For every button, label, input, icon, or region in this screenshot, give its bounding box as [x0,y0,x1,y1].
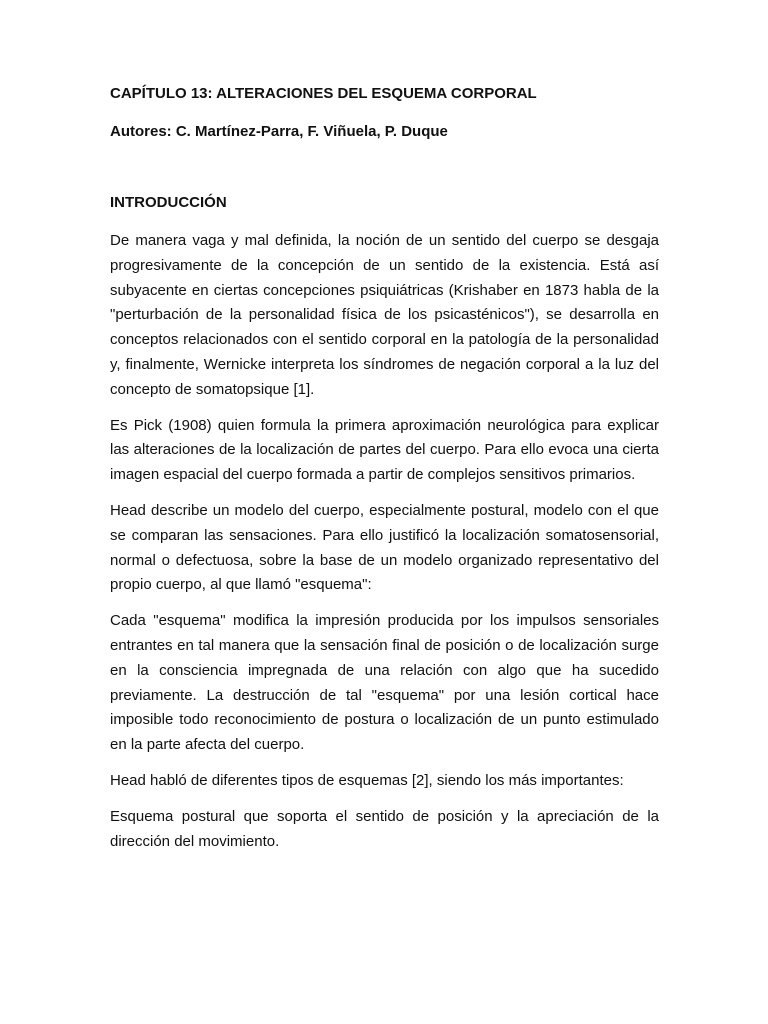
paragraph: Es Pick (1908) quien formula la primera aproximación neurológica para explicar las alteraciones de la localización de partes del cuerpo. Para ello evoca una cierta imagen espacial del cuerpo formada a partir de complejos sensitivos primarios. [110,416,659,484]
authors-line: Autores: C. Martínez-Parra, F. Viñuela, P. Duque [110,123,448,140]
section-heading: INTRODUCCIÓN [110,194,227,211]
paragraph: De manera vaga y mal definida, la noción de un sentido del cuerpo se desgaja progresivamente de la concepción de un sentido de la existencia. Está así subyacente en ciertas concepciones psiquiátricas (Krishaber en 1873 habla de la "perturbación de la personalidad física de los psicasténicos"), se desarrolla en conceptos relacionados con el sentido corporal en la patología de la personalidad y, finalmente, Wernicke interpreta los síndromes de negación corporal a la luz del concepto de somatopsique [1]. [110,232,659,398]
paragraph: Cada "esquema" modifica la impresión producida por los impulsos sensoriales entrantes en tal manera que la sensación final de posición o de localización surge en la consciencia impregnada de una relación con algo que ha sucedido previamente. La destrucción de tal "esquema" por una lesión cortical hace imposible todo reconocimiento de postura o localización de un punto estimulado en la parte afecta del cuerpo. [110,612,659,754]
paragraph: Head describe un modelo del cuerpo, especialmente postural, modelo con el que se comparan las sensaciones. Para ello justificó la localización somatosensorial, normal o defectuosa, sobre la base de un modelo organizado representativo del propio cuerpo, al que llamó "esquema": [110,501,659,594]
paragraph: Esquema postural que soporta el sentido de posición y la apreciación de la dirección del movimiento. [110,807,659,850]
document-page [110,82,659,854]
chapter-title: CAPÍTULO 13: ALTERACIONES DEL ESQUEMA CORPORAL [110,85,537,102]
paragraph: Head habló de diferentes tipos de esquemas [2], siendo los más importantes: [110,771,624,789]
